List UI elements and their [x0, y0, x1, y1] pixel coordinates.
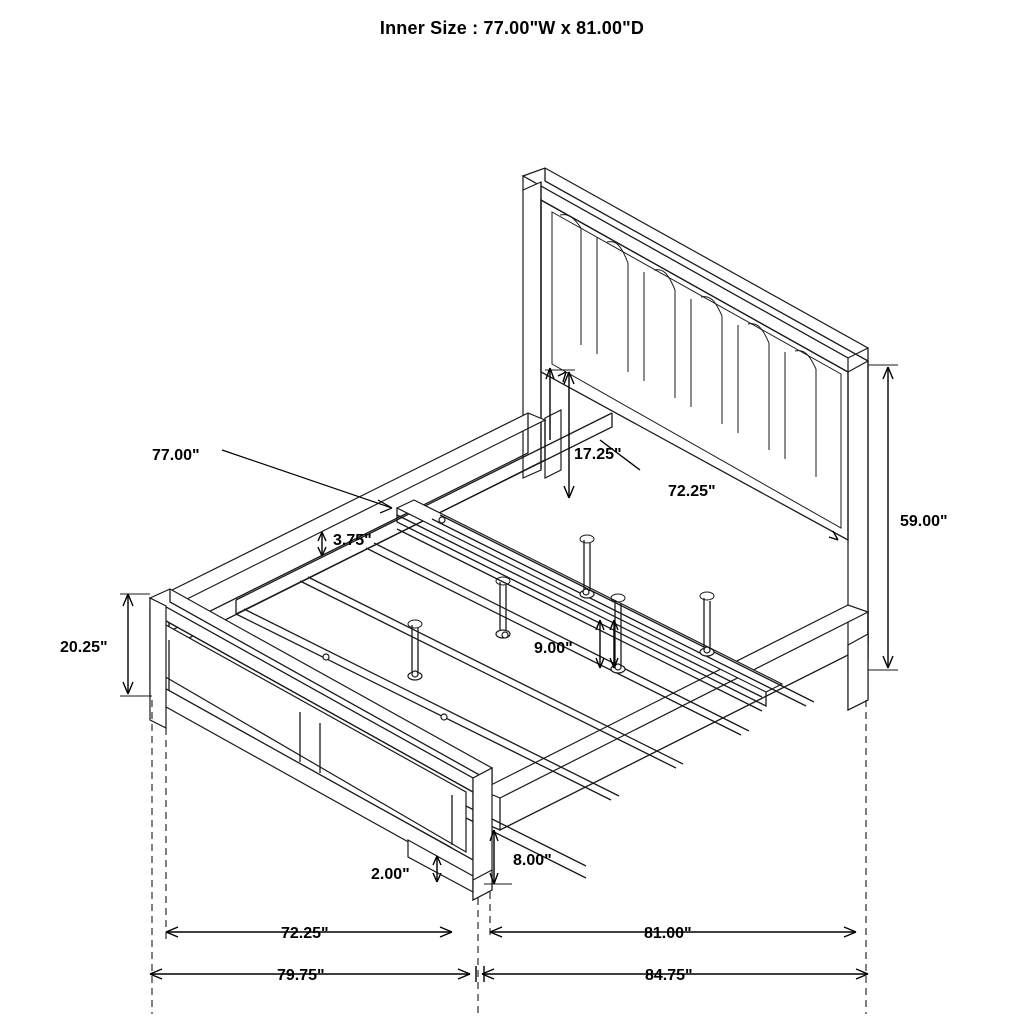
dim-label-inner-width: 77.00" — [152, 447, 200, 464]
dim-label-interior-depth: 81.00" — [644, 925, 692, 942]
dim-label-headboard-panel-height: 17.25" — [574, 446, 622, 463]
dim-label-footboard-lip: 2.00" — [371, 866, 410, 883]
page-title: Inner Size : 77.00"W x 81.00"D — [379, 18, 645, 38]
dim-label-overall-depth: 84.75" — [645, 967, 693, 984]
dim-label-overall-length: 79.75" — [277, 967, 325, 984]
dim-label-headboard-width: 72.25" — [668, 483, 716, 500]
dim-label-slat-thickness: 3.75" — [333, 532, 372, 549]
dim-label-slat-clearance: 9.00" — [534, 640, 573, 657]
dim-label-overall-height: 59.00" — [900, 513, 948, 530]
dim-label-interior-length: 72.25" — [281, 925, 329, 942]
dim-label-footboard-height: 20.25" — [60, 639, 108, 656]
dim-label-floor-clearance: 8.00" — [513, 852, 552, 869]
